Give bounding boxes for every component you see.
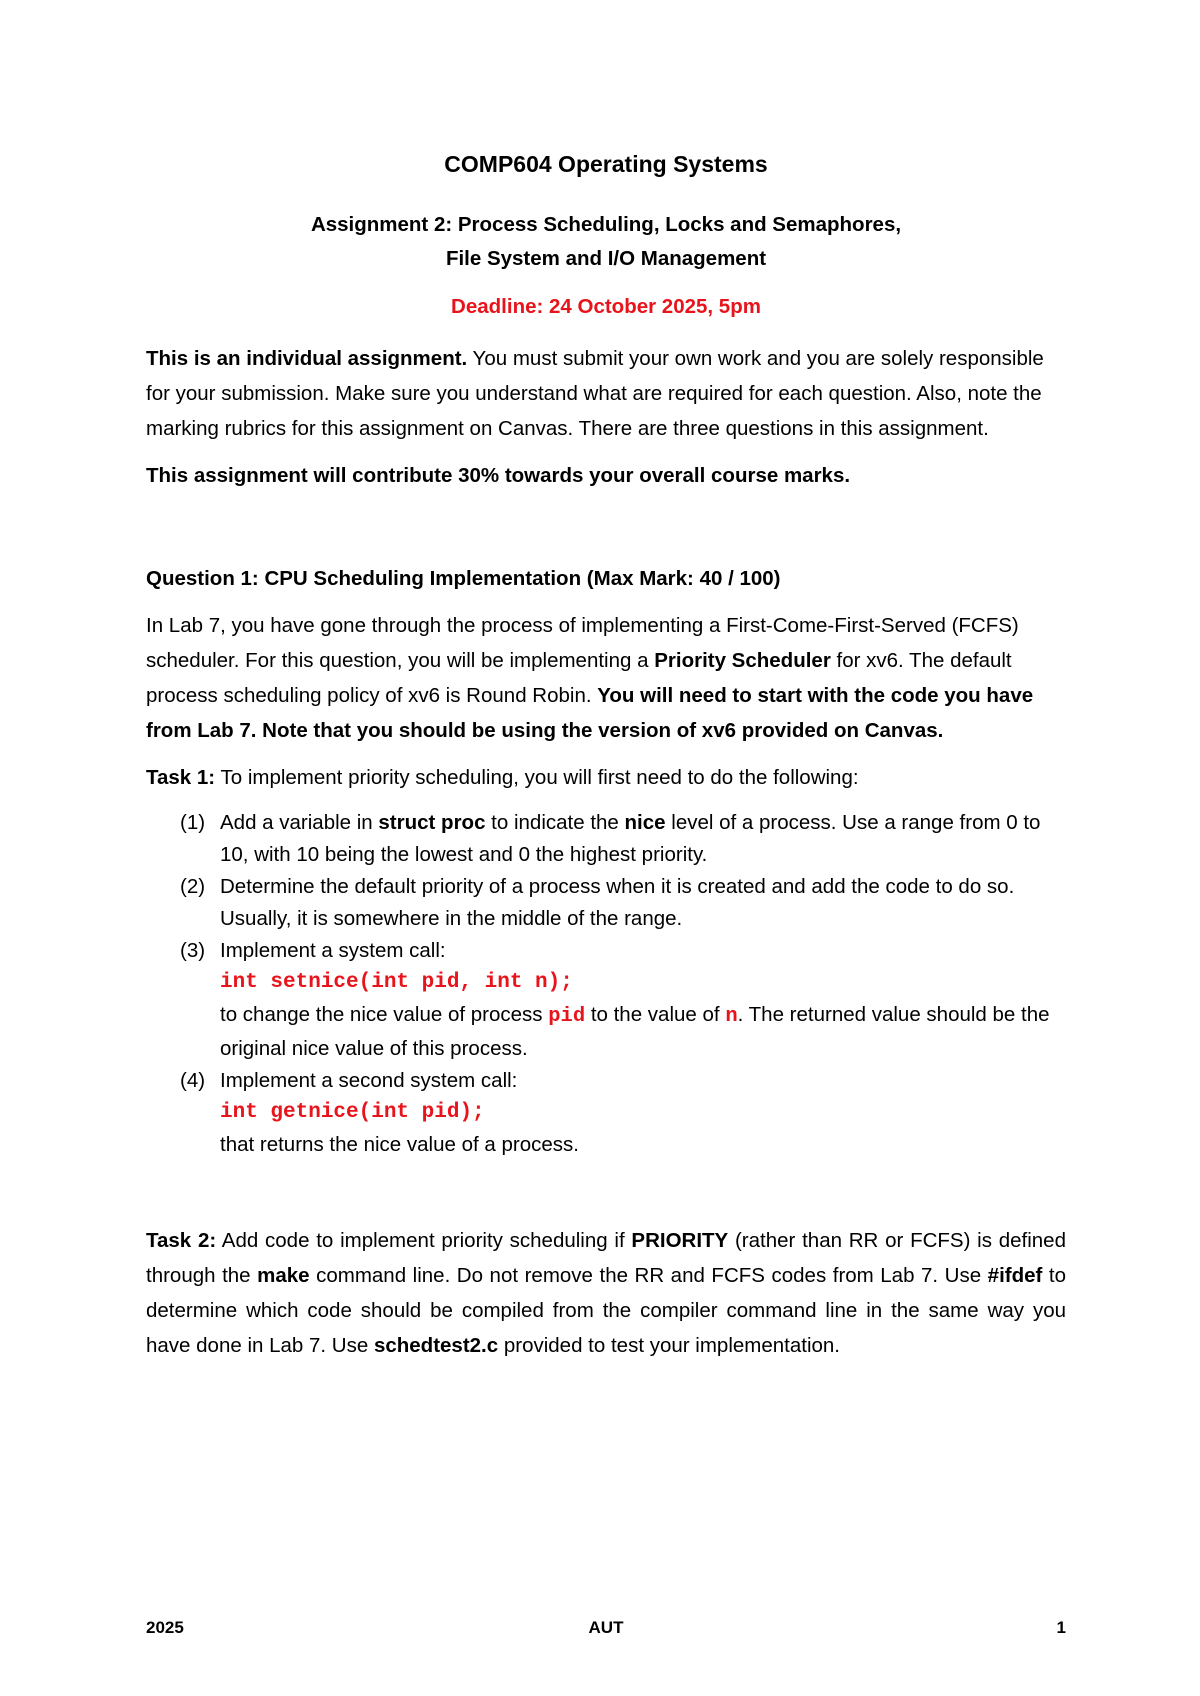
task2-paragraph: Task 2: Add code to implement priority scheduling if PRIORITY (rather than RR or FCFS) is defined through the make command line. Do not remove the RR and FCFS codes from Lab 7. Use #ifdef to determine which code should be compiled from the compiler command line in the same way you have done in Lab 7. Use schedtest2.c provided to test your implementation. — [146, 1228, 1066, 1357]
getnice-signature: int getnice(int pid); — [220, 1100, 485, 1124]
pid-code: pid — [548, 1004, 586, 1028]
assignment-title-line1: Assignment 2: Process Scheduling, Locks and Semaphores, — [310, 212, 902, 236]
question1-paragraph: In Lab 7, you have gone through the process of implementing a First-Come-First-Served (FCFS) scheduler. For this question, you will be implementing a Priority Scheduler for xv6. The default process scheduling policy of xv6 is Round Robin. You will need to start with the code you have from Lab 7. Note that you should be using the version of xv6 provided on Canvas. — [146, 613, 1034, 742]
list-item: (3) Implement a system call: int setnice(int pid, int n); to change the nice value of process pid to the value of n. The returned value should be the original nice value of this process. — [180, 935, 1066, 1065]
list-item: (4) Implement a second system call: int getnice(int pid); that returns the nice value of a process. — [180, 1065, 1066, 1161]
course-title: COMP604 Operating Systems — [444, 151, 768, 177]
footer-year: 2025 — [146, 1618, 184, 1637]
list-item: (1) Add a variable in struct proc to indicate the nice level of a process. Use a range from 0 to 10, with 10 being the lowest and 0 the highest priority. — [180, 810, 1041, 866]
intro-text: You must submit your own work and you are solely responsible for your submission. Make sure you understand what are required for each question. Also, note the marking rubrics for this assignment on Canvas. There are three questions in this assignment. — [146, 346, 1044, 440]
assignment-title — [146, 208, 1066, 276]
n-code: n — [725, 1004, 738, 1028]
intro-paragraph — [146, 341, 1066, 446]
task1-list — [146, 807, 1066, 1161]
task1-intro: Task 1: To implement priority scheduling, you will first need to do the following: — [146, 765, 859, 789]
list-item: (2) Determine the default priority of a process when it is created and add the code to do so. Usually, it is somewhere in the middle of the range. — [180, 874, 1015, 930]
assignment-title-line2: File System and I/O Management — [445, 246, 767, 270]
contribution-note: This assignment will contribute 30% towards your overall course marks. — [146, 463, 851, 487]
setnice-signature: int setnice(int pid, int n); — [220, 970, 573, 994]
intro-bold-lead: This is an individual assignment. — [146, 346, 468, 370]
question1-heading: Question 1: CPU Scheduling Implementation (Max Mark: 40 / 100) — [146, 566, 781, 590]
deadline: Deadline: 24 October 2025, 5pm — [451, 294, 761, 318]
footer-page-number: 1 — [1056, 1618, 1066, 1637]
page-content — [146, 150, 1066, 1363]
task2-label: Task 2: — [146, 1228, 217, 1252]
footer-institution: AUT — [588, 1618, 624, 1637]
task1-label: Task 1: — [146, 765, 216, 789]
